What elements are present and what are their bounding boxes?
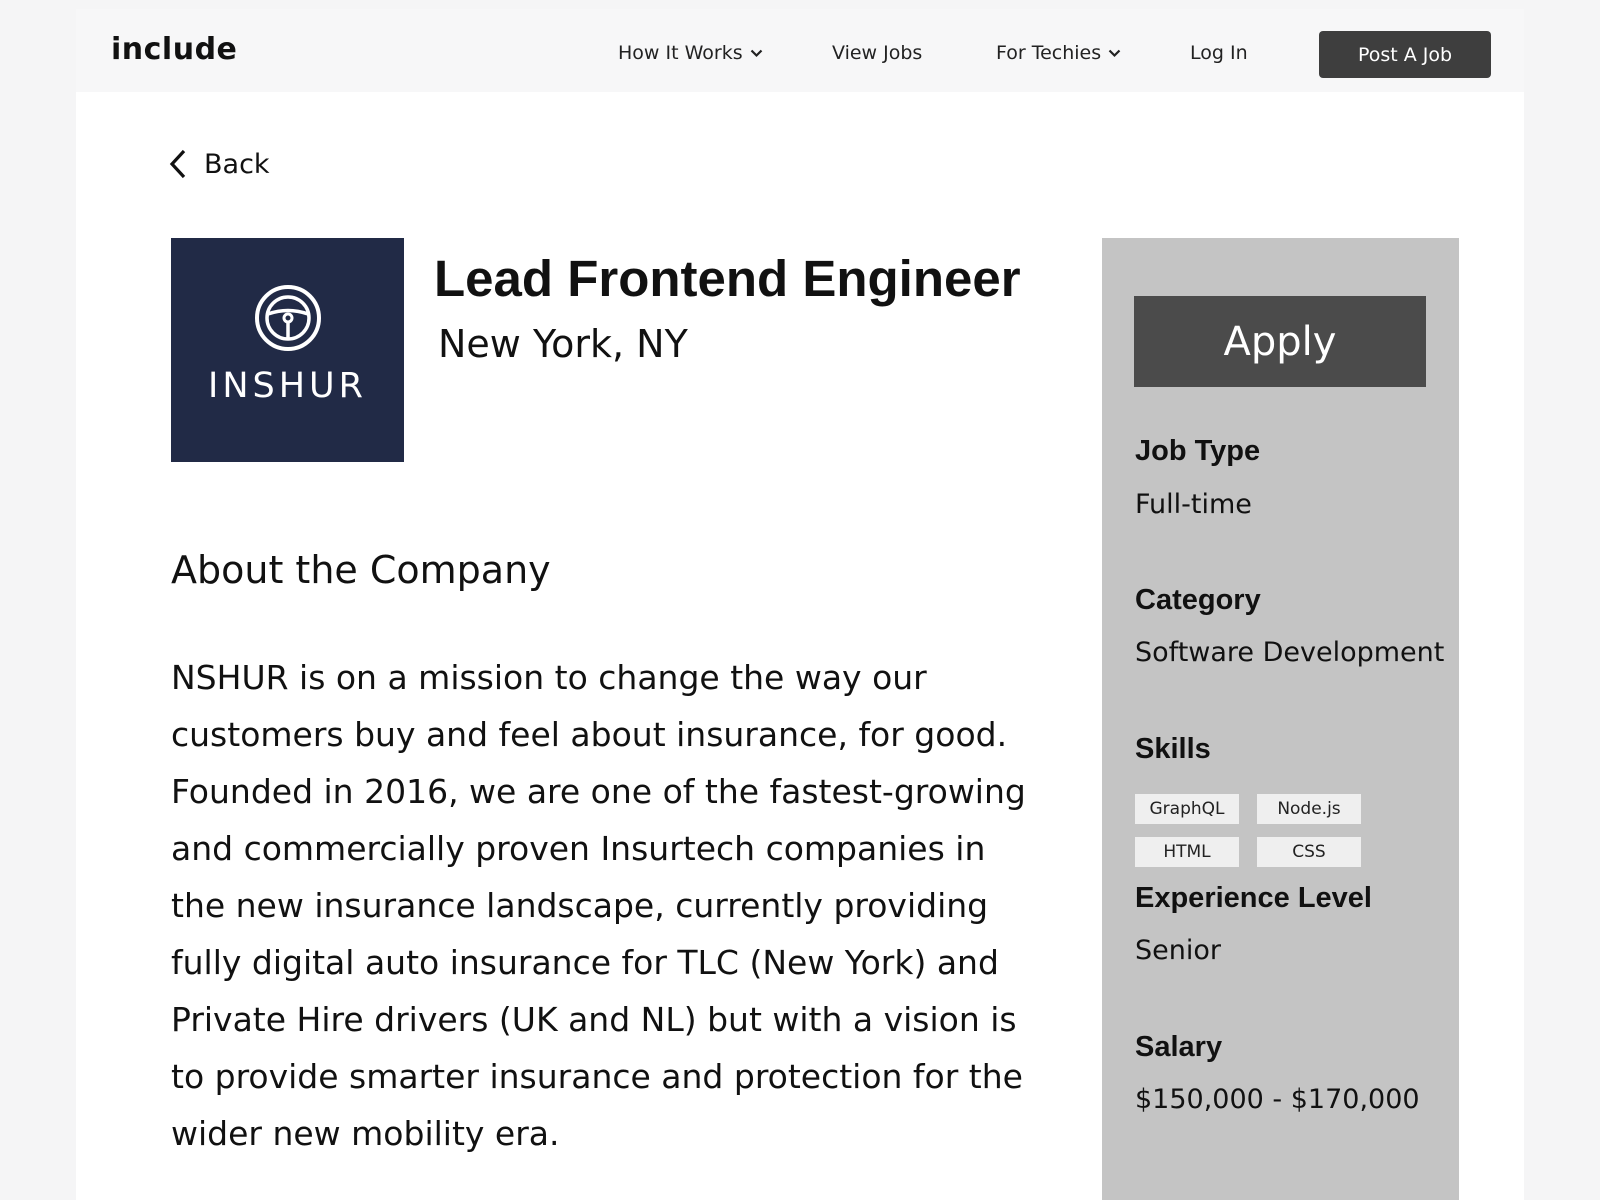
apply-button[interactable]: Apply <box>1134 296 1426 387</box>
post-a-job-button[interactable]: Post A Job <box>1319 31 1491 78</box>
steering-wheel-icon <box>253 283 323 353</box>
job-location: New York, NY <box>438 322 688 366</box>
top-nav-bar <box>76 9 1524 92</box>
experience-value: Senior <box>1135 935 1221 966</box>
salary-value: $150,000 - $170,000 <box>1135 1084 1420 1115</box>
chevron-down-icon <box>1108 49 1121 58</box>
skill-tag: GraphQL <box>1135 794 1239 824</box>
chevron-left-icon <box>168 148 188 180</box>
job-type-label: Job Type <box>1135 435 1261 467</box>
skill-tag: HTML <box>1135 837 1239 867</box>
nav-for-techies[interactable] <box>996 42 1121 64</box>
about-line: wider new mobility era. <box>171 1114 560 1153</box>
nav-log-in[interactable] <box>1190 42 1248 64</box>
site-logo[interactable]: include <box>111 32 238 67</box>
experience-label: Experience Level <box>1135 882 1372 914</box>
company-logo <box>171 238 404 462</box>
nav-view-jobs-label: View Jobs <box>832 42 923 64</box>
about-line: fully digital auto insurance for TLC (New York) and <box>171 943 999 982</box>
nav-for-techies-label: For Techies <box>996 42 1102 64</box>
page <box>76 9 1524 1200</box>
job-details-sidebar <box>1102 238 1459 1200</box>
chevron-down-icon <box>750 49 763 58</box>
about-line: customers buy and feel about insurance, for good. <box>171 715 1008 754</box>
skills-label: Skills <box>1135 733 1211 765</box>
skill-tag: Node.js <box>1257 794 1361 824</box>
about-line: and commercially proven Insurtech companies in <box>171 829 986 868</box>
about-description <box>171 649 1071 1162</box>
about-line: the new insurance landscape, currently providing <box>171 886 989 925</box>
salary-label: Salary <box>1135 1031 1223 1063</box>
nav-log-in-label: Log In <box>1190 42 1248 64</box>
category-label: Category <box>1135 584 1261 616</box>
about-line: to provide smarter insurance and protection for the <box>171 1057 1023 1096</box>
about-heading: About the Company <box>171 548 551 592</box>
back-label: Back <box>204 148 270 180</box>
company-logo-text: INSHUR <box>208 366 367 406</box>
back-link[interactable] <box>168 148 270 180</box>
about-line: Founded in 2016, we are one of the fastest-growing <box>171 772 1026 811</box>
nav-how-it-works-label: How It Works <box>618 42 743 64</box>
nav-view-jobs[interactable] <box>832 42 922 64</box>
about-line: Private Hire drivers (UK and NL) but with a vision is <box>171 1000 1017 1039</box>
about-line: NSHUR is on a mission to change the way our <box>171 658 927 697</box>
job-title: Lead Frontend Engineer <box>434 250 1021 307</box>
skill-tag: CSS <box>1257 837 1361 867</box>
category-value: Software Development <box>1135 637 1445 668</box>
job-type-value: Full-time <box>1135 489 1252 520</box>
nav-how-it-works[interactable] <box>618 42 763 64</box>
